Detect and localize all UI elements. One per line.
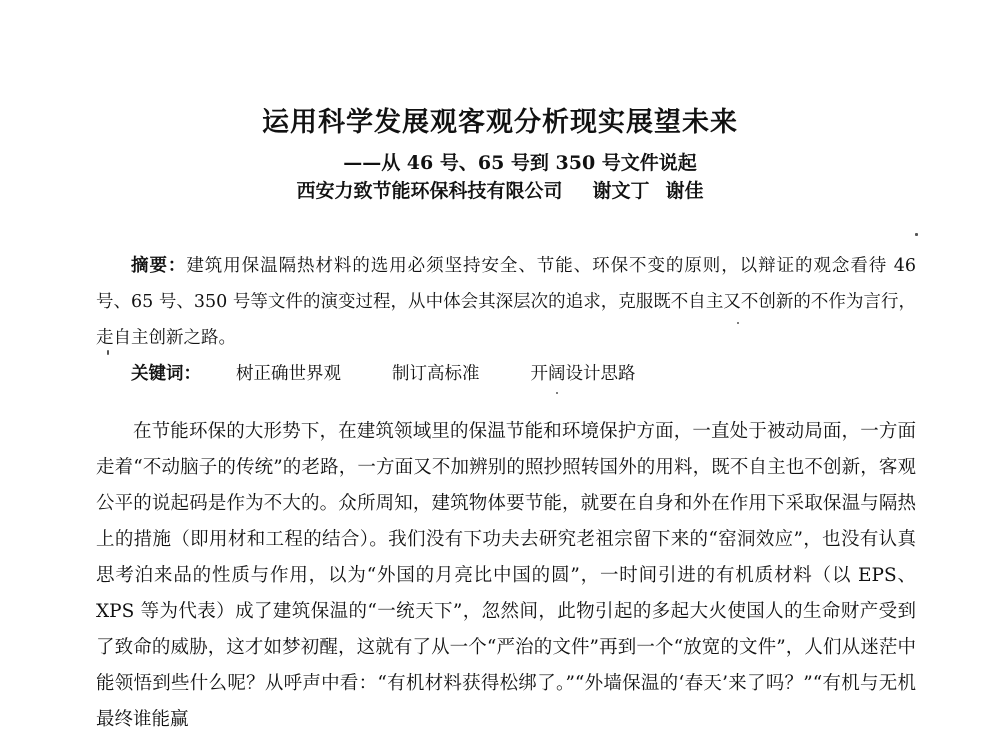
author-name-2: 谢佳 — [665, 180, 704, 202]
abstract-text: 建筑用保温隔热材料的选用必须坚持安全、节能、环保不变的原则，以辩证的观念看待 46 号、65 号、350 号等文件的演变过程，从中体会其深层次的追求，克服既不自主又不创新的不作为言行，走自主创新之路。 — [96, 256, 917, 348]
body-paragraph: 在节能环保的大形势下，在建筑领域里的保温节能和环境保护方面，一直处于被动局面，一方面走着“不动脑子的传统”的老路，一方面又不加辨别的照抄照转国外的用料，既不自主也不创新，客观公平的说起码是作为不大的。众所周知，建筑物体要节能，就要在自身和外在作用下采取保温与隔热上的措施（即用材和工程的结合）。我们没有下功夫去研究老祖宗留下来的“窑洞效应”，也没有认真思考泊来品的性质与作用，以为“外国的月亮比中国的圆”，一时间引进的有机质材料（以 EPS、XPS 等为代表）成了建筑保温的“一统天下”，忽然间，此物引起的多起大火使国人的生命财产受到了致命的威胁，这才如梦初醒，这就有了从一个“严治的文件”再到一个“放宽的文件”，人们从迷茫中能领悟到些什么呢？从呼声中看：“有机材料获得松绑了。”“外墙保温的‘春天’来了吗？”“有机与无机最终谁能赢 — [96, 421, 916, 730]
keyword-item: 制订高标准 — [392, 364, 480, 384]
body-section — [96, 414, 916, 738]
scan-speck — [737, 322, 739, 324]
abstract-label: 摘要： — [131, 256, 187, 276]
author-name-1: 谢文丁 — [592, 180, 650, 202]
keyword-item: 树正确世界观 — [236, 364, 341, 384]
scan-speck — [915, 233, 918, 236]
keywords-label: 关键词： — [131, 364, 201, 384]
page-title: 运用科学发展观客观分析现实展望未来 — [262, 107, 738, 138]
scan-speck — [556, 392, 558, 394]
scan-speck — [107, 350, 109, 355]
company-name: 西安力致节能环保科技有限公司 — [296, 180, 563, 202]
keywords-line — [96, 356, 916, 392]
author-line — [0, 176, 1000, 203]
page-subtitle: ——从 46 号、65 号到 350 号文件说起 — [343, 152, 697, 174]
abstract-paragraph — [96, 248, 916, 356]
keyword-item: 开阔设计思路 — [530, 364, 636, 384]
abstract-section — [96, 248, 916, 392]
